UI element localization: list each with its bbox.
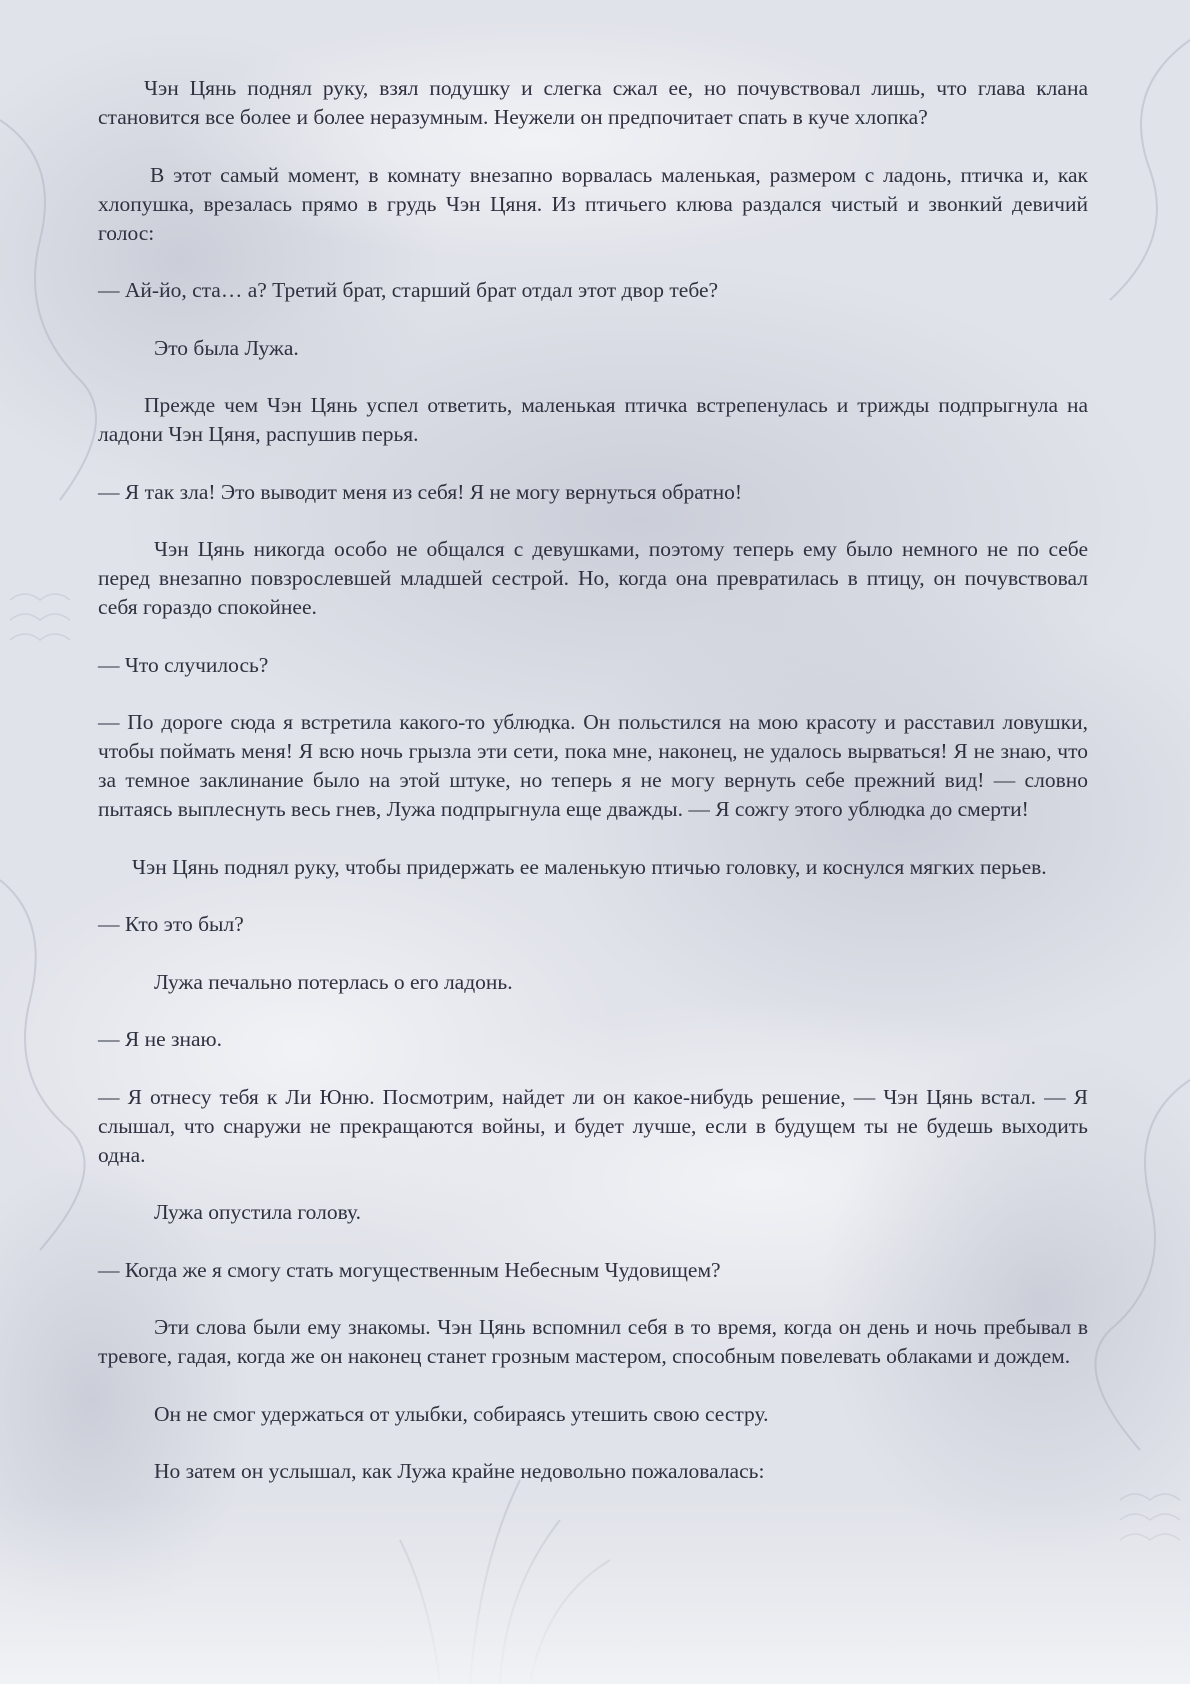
paragraph: Чэн Цянь поднял руку, чтобы придержать ее маленькую птичью головку, и коснулся мягких перьев. [132, 854, 1047, 879]
document-page [98, 74, 1088, 1515]
paragraph: Но затем он услышал, как Лужа крайне недовольно пожаловалась: [154, 1459, 765, 1483]
paragraph: Это была Лужа. [154, 335, 299, 360]
dialogue-line: — Я не знаю. [98, 1027, 222, 1051]
dialogue-line: — Кто это был? [98, 912, 244, 936]
dialogue-line: — Когда же я смогу стать могущественным Небесным Чудовищем? [98, 1257, 721, 1282]
dialogue-line: — По дороге сюда я встретила какого-то ублюдка. Он польстился на мою красоту и расставил ловушки, чтобы поймать меня! Я всю ночь грызла эти сети, пока мне, наконец, не удалось вырваться! Я не знаю, что за темное заклинание было на этой штуке, но теперь я не могу вернуть себе прежний вид! — словно пытаясь выплеснуть весь гнев, Лужа подпрыгнула еще дважды. — Я сожгу этого ублюдка до смерти! [98, 710, 1088, 821]
paragraph: Эти слова были ему знакомы. Чэн Цянь вспомнил себя в то время, когда он день и ночь пребывал в тревоге, гадая, когда же он наконец станет грозным мастером, способным повелевать облаками и дождем. [98, 1315, 1088, 1368]
paragraph: Чэн Цянь никогда особо не общался с девушками, поэтому теперь ему было немного не по себе перед внезапно повзрослевшей младшей сестрой. Но, когда она превратилась в птицу, он почувствовал себя гораздо спокойнее. [98, 537, 1088, 619]
dialogue-line: — Что случилось? [98, 652, 269, 677]
paragraph: В этот самый момент, в комнату внезапно ворвалась маленькая, размером с ладонь, птичка и, как хлопушка, врезалась прямо в грудь Чэн Цяня. Из птичьего клюва раздался чистый и звонкий девичий голос: [98, 162, 1088, 245]
paragraph: Лужа опустила голову. [154, 1200, 362, 1224]
paragraph: Лужа печально потерлась о его ладонь. [154, 969, 513, 994]
dialogue-line: — Ай-йо, ста… а? Третий брат, старший брат отдал этот двор тебе? [98, 278, 719, 302]
paragraph: Он не смог удержаться от улыбки, собираясь утешить свою сестру. [154, 1401, 769, 1426]
paragraph: Чэн Цянь поднял руку, взял подушку и слегка сжал ее, но почувствовал лишь, что глава клана становится все более и более неразумным. Неужели он предпочитает спать в куче хлопка? [98, 76, 1088, 129]
paragraph: Прежде чем Чэн Цянь успел ответить, маленькая птичка встрепенулась и трижды подпрыгнула на ладони Чэн Цяня, распушив перья. [98, 393, 1088, 446]
dialogue-line: — Я отнесу тебя к Ли Юню. Посмотрим, найдет ли он какое-нибудь решение, — Чэн Цянь встал. — Я слышал, что снаружи не прекращаются войны, и будет лучше, если в будущем ты не будешь выходить одна. [98, 1084, 1088, 1167]
dialogue-line: — Я так зла! Это выводит меня из себя! Я не могу вернуться обратно! [98, 479, 743, 504]
